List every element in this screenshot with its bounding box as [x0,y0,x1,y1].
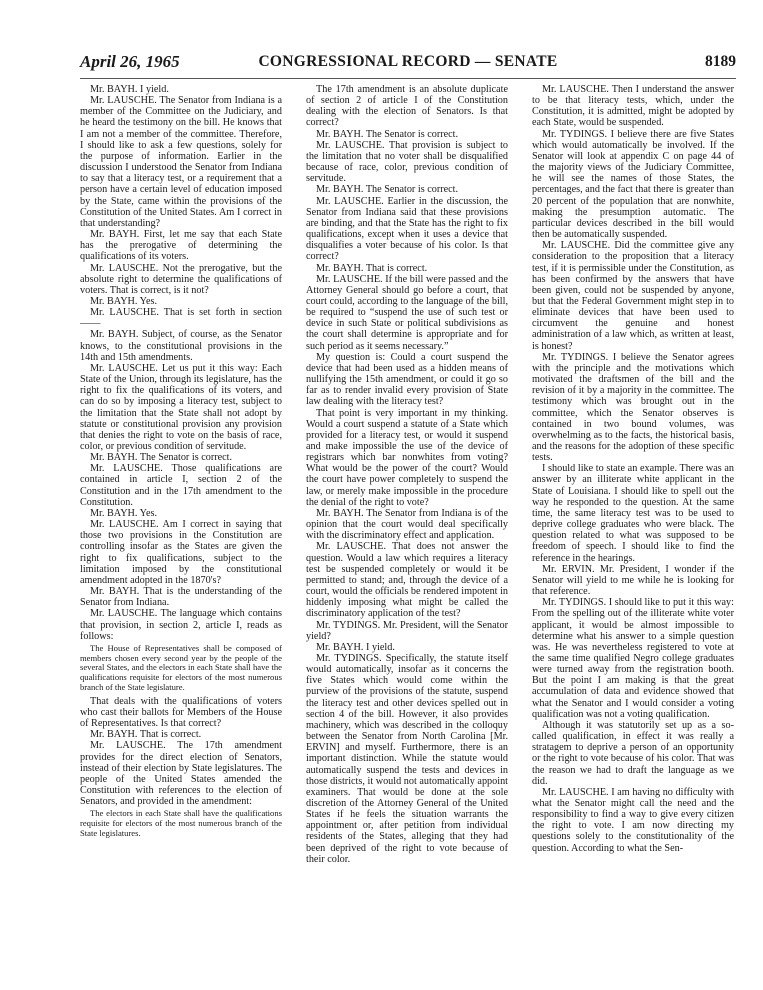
paragraph: Mr. BAYH. Yes. [90,295,157,307]
paragraph: Mr. BAYH. Yes. [90,507,157,519]
paragraph: Mr. LAUSCHE. Those qualifications are contained in article I, section 2 of the Constitution and in the 17th amendment to the Constitution. [80,463,282,508]
paragraph: Mr. LAUSCHE. That does not answer the question. Would a law which requires a literacy test be suspended completely or would it be permitted to stand; and, through the device of a court, would the officials be rendered impotent in hiddenly imposing what might be called the discriminatory application of the test? [306,541,508,620]
paragraph: Although it was statutorily set up as a so-called qualification, in effect it was really a stratagem to deprive a person of an opportunity or the right to vote because of his color. That was the reason we had to draft the language as we did. [532,719,734,787]
paragraph: Mr. LAUSCHE. That is set forth in section—— [80,307,282,330]
block-quote: The House of Representatives shall be composed of members chosen every second year by the people of the several States, and the electors in each State shall have the qualifications requisite for electors of the most numerous branch of the State legislature. [80,642,282,692]
header-date: April 26, 1965 [80,52,180,71]
paragraph: The 17th amendment is an absolute duplicate of section 2 of article I of the Constitution dealing with the election of Senators. Is that correct? [306,84,508,129]
paragraph: Mr. ERVIN. Mr. President, I wonder if the Senator will yield to me while he is looking for that reference. [532,563,734,598]
column-2 [306,84,508,964]
paragraph: Mr. LAUSCHE. I am having no difficulty with what the Senator might call the need and the responsibility to find a way to give every citizen the right to vote. I am now directing my questions solely to the constitutionality of the question. According to what the Sen- [532,786,734,854]
paragraph: Mr. LAUSCHE. That provision is subject to the limitation that no voter shall be disqualified because of race, color, previous condition of servitude. [306,139,508,185]
paragraph: Mr. LAUSCHE. The Senator from Indiana is a member of the Committee on the Judiciary, and he heard the testimony on the bill. He knows that I am not a member of the committee. Therefore, I should like to ask a few questions, solely for the purpose of information. Earlier in the discussion I understood the Senator from Indiana to say that a literacy test, or a requirement that a person have a certain level of education imposed by the State, came within the provisions of the Constitution of the United States. Am I correct in that understanding? [80,95,282,229]
paragraph: Mr. TYDINGS. I should like to put it this way: From the spelling out of the illiterate white voter applicant, it would be almost impossible to determine what his answer to a simple question was. He was nevertheless registered to vote at the same time qualified Negro college graduates were turned away from the registration booth. But the point I am making is that the great accumulation of data and evidence showed that what the Senator and I would consider a voting qualification was not a voting qualification. [532,597,734,720]
header-page-number: 8189 [705,53,736,70]
paragraph: Mr. BAYH. Subject, of course, as the Senator knows, to the constitutional provisions in the 14th and 15th amendments. [80,329,282,363]
text-columns [80,84,738,964]
header-title: CONGRESSIONAL RECORD — SENATE [258,53,558,70]
block-quote: The electors in each State shall have the qualifications requisite for electors of the most numerous branch of the State legislatures. [80,808,282,838]
paragraph: Mr. LAUSCHE. Not the prerogative, but the absolute right to determine the qualifications of voters. That is correct, is it not? [80,262,282,296]
paragraph: Mr. TYDINGS. I believe the Senator agrees with the principle and the motivations which motivated the draftsmen of the bill and the revision of it by a majority in the committee. The testimony which was brought out in the committee, which the Senator observes is contained in two bound volumes, was overwhelming as to the facts, the historical basis, and the reasons for the adoption of these specific tests. [532,351,734,464]
paragraph: Mr. BAYH. First, let me say that each State has the prerogative of determining the qualifications of its voters. [80,229,282,263]
paragraph: Mr. TYDINGS. Specifically, the statute itself would automatically, insofar as it concerns the five States which would come within the purview of the provisions of the statute, suspend the literacy test and other devices spelled out in section 4 of the bill. However, it also provides machinery, which was described in the colloquy between the Senator from North Carolina [Mr. ERVIN] and myself. Furthermore, there is an important distinction. While the statute would automatically suspend the tests and devices in those districts, it would not automatically appoint examiners. That would be done at the sole discretion of the Attorney General of the United States if he feels the situation warrants the appointment or, after petition from individual residents of the States, alleging that they had been deprived of the right to vote because of their color. [306,652,508,865]
paragraph: Mr. BAYH. That is the understanding of the Senator from Indiana. [80,586,282,609]
paragraph: Mr. BAYH. I yield. [90,84,169,95]
paragraph: Mr. BAYH. I yield. [316,641,395,653]
paragraph: Mr. TYDINGS. Mr. President, will the Senator yield? [306,619,508,642]
column-3 [532,84,734,964]
column-1 [80,84,282,964]
paragraph: Mr. LAUSCHE. Am I correct in saying that those two provisions in the Constitution are controlling insofar as the States are given the right to fix qualifications, subject to the limitation imposed by the constitutional amendment adopted in the 1870's? [80,519,282,586]
paragraph: Mr. BAYH. The Senator is correct. [316,184,459,196]
paragraph: That point is very important in my thinking. Would a court suspend a statute of a State which provided for a literacy test, or would it suspend and make impossible the use of the device of registrars which bar nonwhites from voting? What would be the power of the court? Would the court have power completely to suspend the law, or merely make impossible in the procedure the denial of the right to vote? [306,407,508,508]
paragraph: Mr. BAYH. That is correct. [316,262,428,274]
paragraph: Mr. BAYH. The Senator is correct. [316,128,459,140]
paragraph: That deals with the qualifications of voters who cast their ballots for Members of the House of Representatives. Is that correct? [80,695,282,730]
paragraph: Mr. BAYH. The Senator from Indiana is of the opinion that the court would deal specifically with the discriminatory effect and application. [306,507,508,542]
paragraph: Mr. BAYH. The Senator is correct. [90,452,233,464]
paragraph: Mr. LAUSCHE. If the bill were passed and the Attorney General should go before a court, that court could, according to the language of the bill, be required to “suspend the use of such test or device in such State or political subdivisions as the court shall determine is appropriate and for such period as it seems necessary.” [306,273,508,352]
paragraph: Mr. TYDINGS. I believe there are five States which would automatically be involved. If the Senator will look at appendix C on page 44 of the majority views of the Judiciary Committee, he will see the names of those States, the percentages, and the fact that there is greater than 20 percent of the population that are nonwhite, making the presumption automatic. The particular devices described in the bill would then be automatically suspended. [532,128,734,241]
paragraph: Mr. LAUSCHE. Did the committee give any consideration to the proposition that a literacy test, if it is permissible under the Constitution, as has been confirmed by the answers that have been given, could not be suspended by anyone, but that the Federal Government might step in to eliminate devices that have been used to circumvent the genuine and honest administration of a law which, as written at least, is honest? [532,240,734,352]
paragraph: Mr. LAUSCHE. Earlier in the discussion, the Senator from Indiana said that these provisions are binding, and that the State has the right to fix qualifications, except when it uses a device that disqualifies a voter because of his color. Is that correct? [306,195,508,263]
paragraph: Mr. LAUSCHE. The 17th amendment provides for the direct election of Senators, instead of their election by State legislatures. The people of the United States amended the Constitution with references to the election of Senators, and provided in the amendment: [80,740,282,808]
paragraph: Mr. LAUSCHE. Let us put it this way: Each State of the Union, through its legislature, has the right to fix the qualifications of its voters, and can do so by imposing a literacy test, subject to the limitation that the State shall not adopt by statute or constitutional provision any provision that denies the right to vote on the basis of race, color, or previous condition of servitude. [80,362,282,452]
paragraph: My question is: Could a court suspend the device that had been used as a hidden means of nullifying the 15th amendment, or could it go so far as to render invalid every provision of State law dealing with the literacy test? [306,351,508,408]
paragraph: I should like to state an example. There was an answer by an illiterate white applicant in the State of Louisiana. I should like to spell out the way he responded to the question. At the same time, the same literacy test was to be used to deprive college graduates who were black. The question related to what was supposed to be freedom of speech. I should like to find the reference in the hearings. [532,463,734,564]
paragraph: Mr. LAUSCHE. The language which contains that provision, in section 2, article I, reads as follows: [80,608,282,642]
paragraph: Mr. BAYH. That is correct. [90,729,202,741]
page-header [80,52,736,79]
paragraph: Mr. LAUSCHE. Then I understand the answer to be that literacy tests, which, under the Constitution, it is admitted, might be adopted by each State, would be suspended. [532,84,734,129]
